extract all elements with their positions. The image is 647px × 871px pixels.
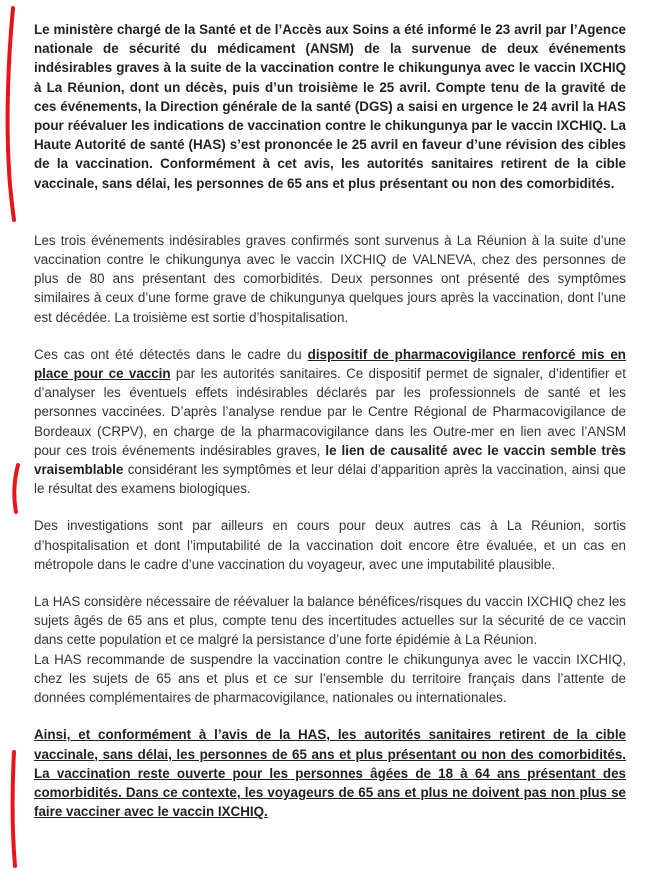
- red-margin-mark-top: [8, 8, 14, 220]
- pv-text-middle: par les autorités sanitaires. Ce dispositif permet de signaler, d’identifier et d’analyser les éventuels effets indésirables déclarés par les professionnels de santé et les personnes vaccinées. D’après l’analyse rendue par le Centre Régional de Pharmacovigilance de Bordeaux (CRPV), en charge de la pharmacovigilance dans les Outre-mer en lien avec l’ANSM pour ces trois événements indésirables graves,: [34, 366, 626, 458]
- pv-text-before: Ces cas ont été détectés dans le cadre du: [34, 346, 308, 362]
- pharmacovigilance-paragraph: [34, 345, 626, 499]
- has-recommend-paragraph: La HAS recommande de suspendre la vaccination contre le chikungunya avec le vaccin IXCHIQ, chez les sujets de 65 ans et plus et ce sur l’ensemble du territoire français dans l’attente de données complémentaires de pharmacovigilance, nationales ou internationales.: [34, 651, 626, 706]
- investigations-paragraph: Des investigations sont par ailleurs en cours pour deux autres cas à La Réunion, sortis d’hospitalisation et dont l’imputabilité de la vaccination doit encore être évaluée, et un cas en métropole dans le cadre d’une vaccination du voyageur, avec une imputabilité plausible.: [34, 518, 626, 572]
- red-margin-mark-bottom: [13, 752, 15, 866]
- events-paragraph: Les trois événements indésirables graves confirmés sont survenus à La Réunion à la suite d’une vaccination contre le chikungunya avec le vaccin IXCHIQ de VALNEVA, chez des personnes de plus de 80 ans présentant des comorbidités. Deux personnes ont présenté des symptômes similaires à ceux d’une forme grave de chikungunya quelques jours après la vaccination, dont l’une est décédée. La troisième est sortie d’hospitalisation.: [34, 232, 626, 325]
- red-margin-mark-middle: [14, 465, 18, 512]
- article-body: [34, 20, 626, 821]
- has-review-paragraph: La HAS considère nécessaire de réévaluer la balance bénéfices/risques du vaccin IXCHIQ chez les sujets âgés de 65 ans et plus, compte tenu des incertitudes actuelles sur la sécurité de ce vaccin dans cette population et ce malgré la persistance d’une forte épidémie à La Réunion.: [34, 594, 626, 648]
- conclusion-paragraph: Ainsi, et conformément à l’avis de la HAS, les autorités sanitaires retirent de la cible vaccinale, sans délai, les personnes de 65 ans et plus présentant ou non des comorbidités. La vaccination reste ouverte pour les personnes âgées de 18 à 64 ans présentant des comorbidités. Dans ce contexte, les voyageurs de 65 ans et plus ne doivent pas non plus se faire vacciner avec le vaccin IXCHIQ.: [34, 727, 626, 820]
- pharmacovigilance-link[interactable]: dispositif de pharmacovigilance renforcé mis en place pour ce vaccin: [34, 346, 626, 382]
- pv-text-after: considérant les symptômes et leur délai d’apparition après la vaccination, ainsi que le résultat des examens biologiques.: [34, 462, 626, 497]
- intro-paragraph: Le ministère chargé de la Santé et de l’Accès aux Soins a été informé le 23 avril par l’Agence nationale de sécurité du médicament (ANSM) de la survenue de deux événements indésirables graves à la suite de la vaccination contre le chikungunya avec le vaccin IXCHIQ à La Réunion, dont un décès, puis d’un troisième le 25 avril. Compte tenu de la gravité de ces événements, la Direction générale de la santé (DGS) a saisi en urgence le 24 avril la HAS pour réévaluer les indications de vaccination contre le chikungunya par le vaccin IXCHIQ. La Haute Autorité de santé (HAS) s’est prononcée le 25 avril en faveur d’une révision des cibles de la vaccination. Conformément à cet avis, les autorités sanitaires retirent de la cible vaccinale, sans délai, les personnes de 65 ans et plus présentant ou non des comorbidités.: [34, 22, 626, 191]
- causality-statement: le lien de causalité avec le vaccin semble très vraisemblable: [34, 442, 626, 478]
